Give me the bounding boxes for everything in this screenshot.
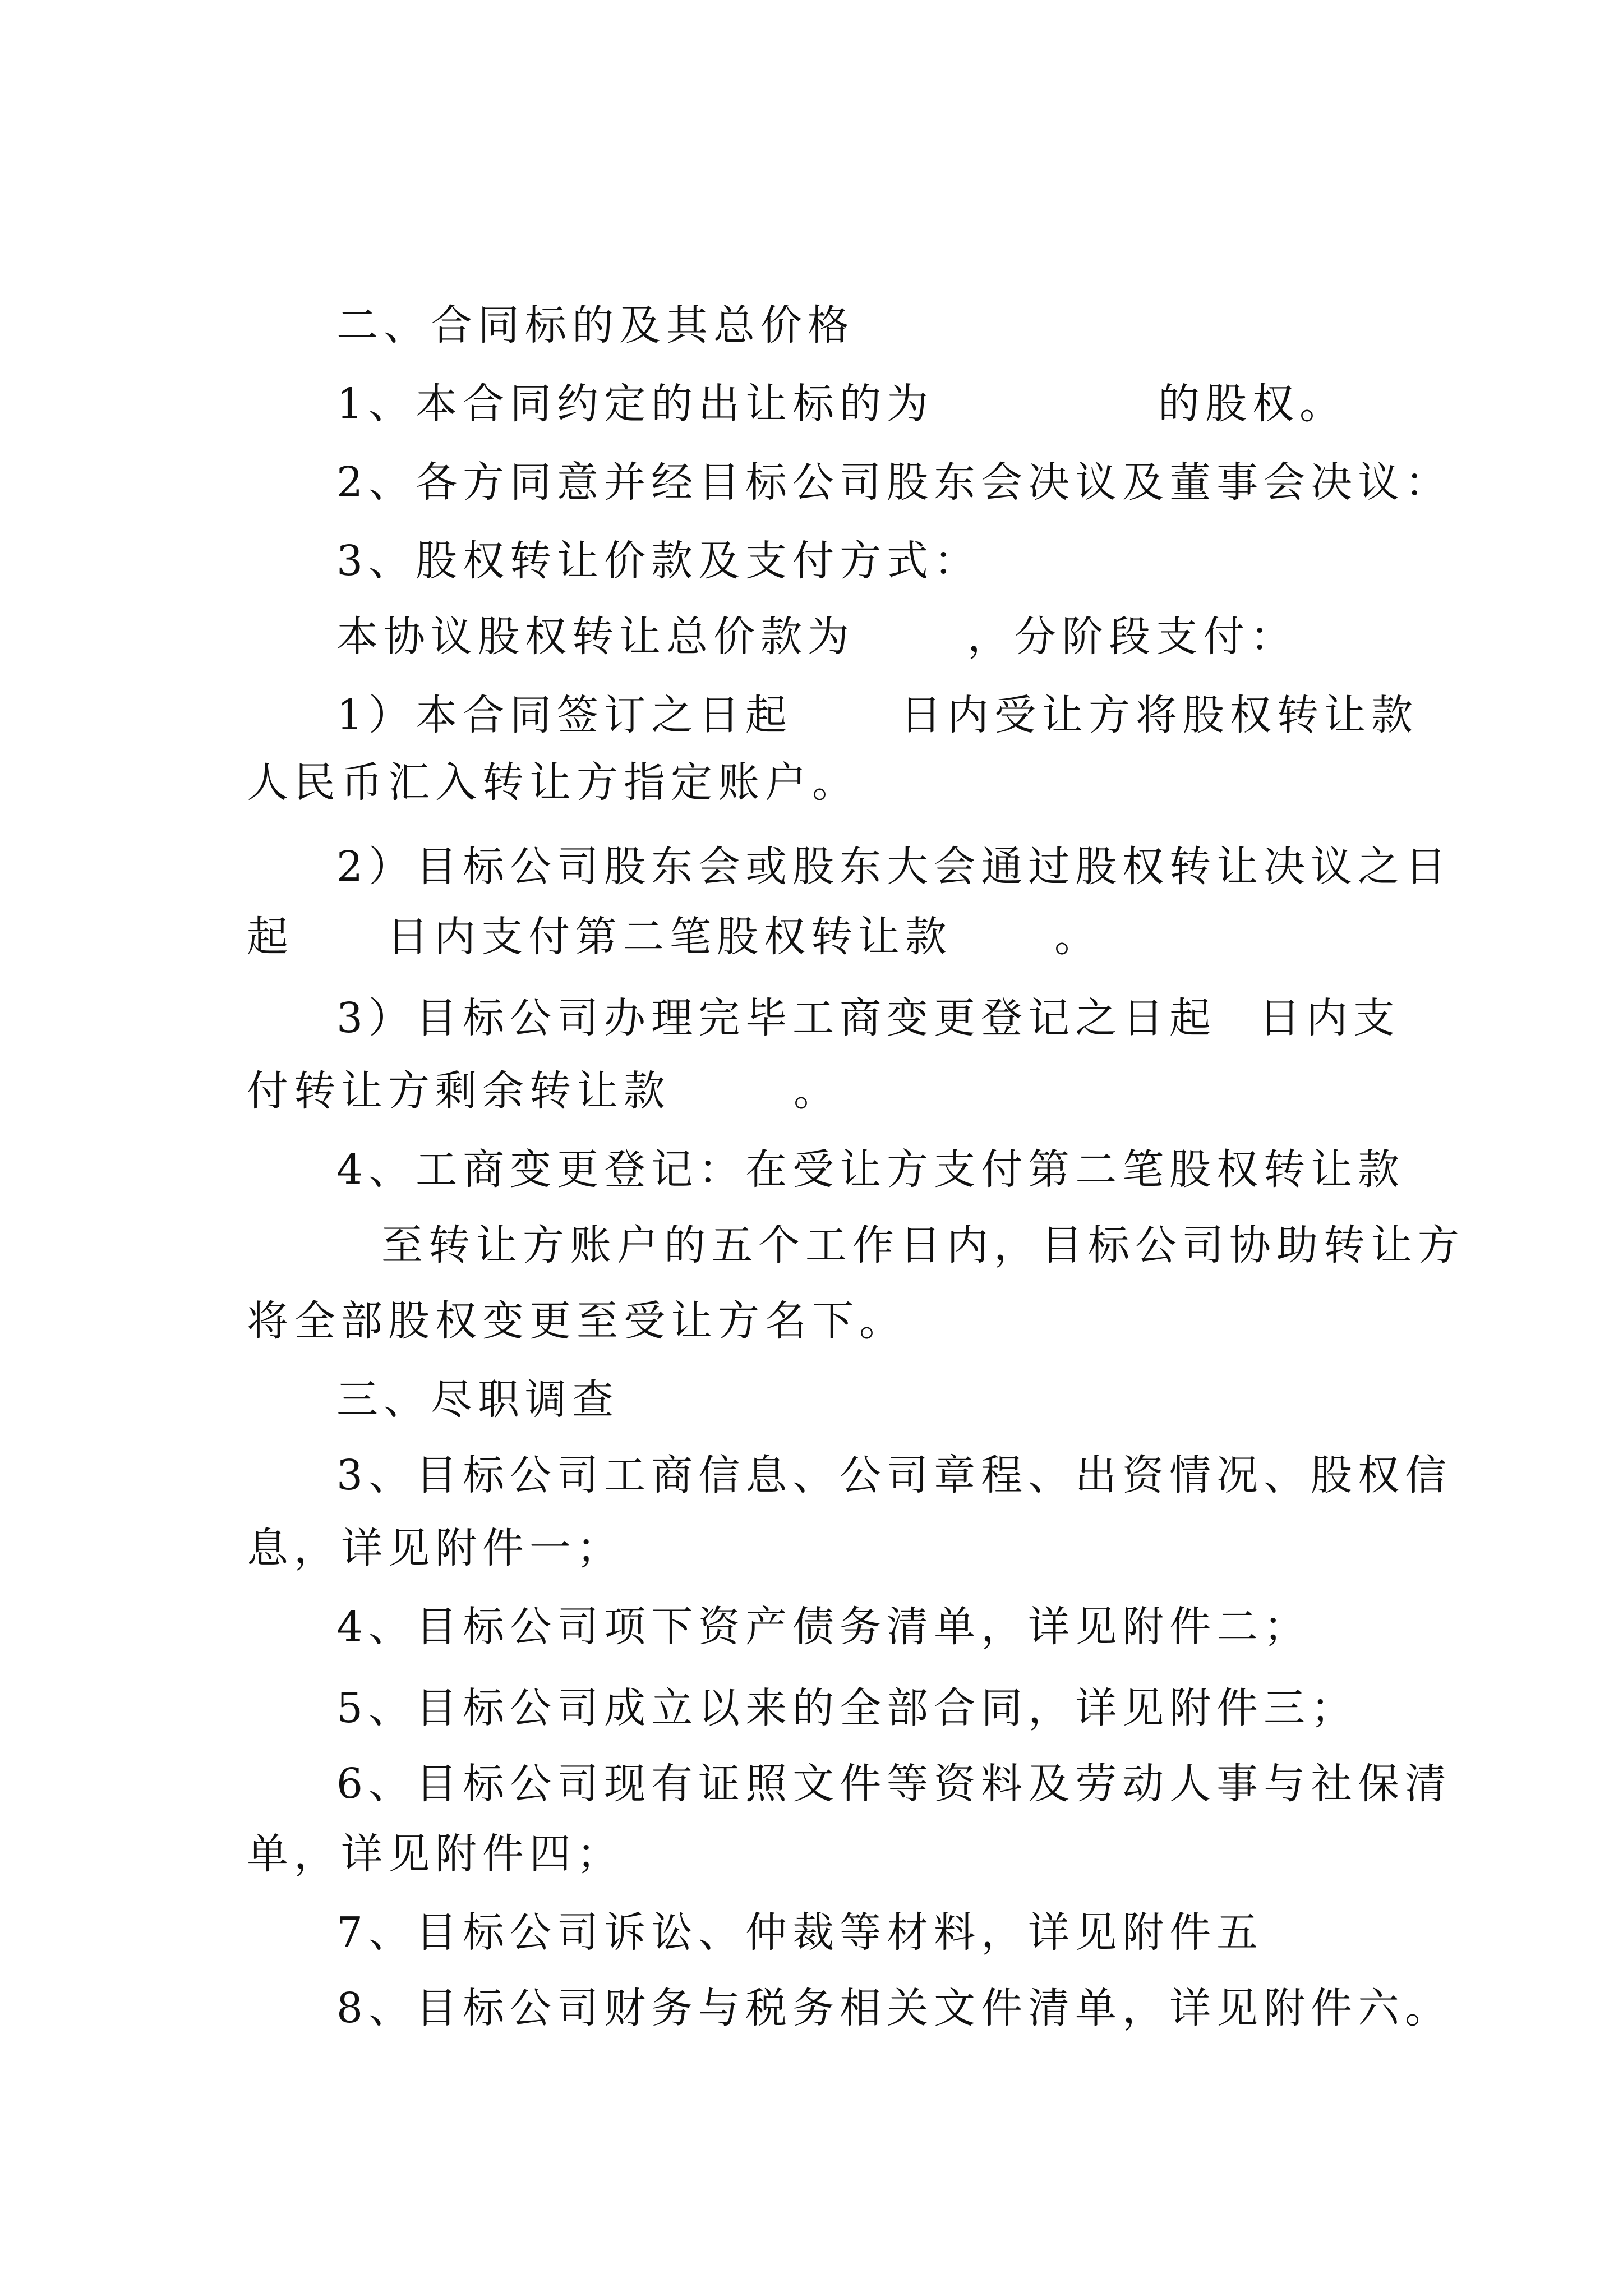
text-run: 日内受让方将股权转让款 [900,691,1418,739]
text-run: 单，详见附件四； [247,1830,624,1878]
text-run: 起 [247,913,294,961]
text-run: 8、目标公司财务与税务相关文件清单，详见附件六。 [336,1984,1453,2032]
text-run: 。 [1054,913,1101,961]
text-run: 7、目标公司诉讼、仲裁等材料，详见附件五 [336,1908,1264,1957]
text-run: 本协议股权转让总价款为 [336,613,855,661]
text-run: 4、工商变更登记：在受让方支付第二笔股权转让款 [336,1145,1405,1194]
text-run: 日内支 [1259,994,1400,1042]
text-run: 3、目标公司工商信息、公司章程、出资情况、股权信 [336,1451,1453,1499]
text-run: 3）目标公司办理完毕工商变更登记之日起 [336,994,1217,1042]
text-run: 1、本合同约定的出让标的为 [336,380,934,428]
text-run: 3、股权转让价款及支付方式： [336,537,981,585]
text-run: 6、目标公司现有证照文件等资料及劳动人事与社保清 [336,1760,1453,1808]
text-run: 2）目标公司股东会或股东大会通过股权转让决议之日 [336,843,1453,891]
text-run: 4、目标公司项下资产债务清单，详见附件二； [336,1603,1311,1651]
text-run: 的股权。 [1158,380,1347,428]
text-run: 付转让方剩余转让款 [247,1067,671,1115]
text-run: ，分阶段支付： [967,613,1297,661]
text-run: 息，详见附件一； [247,1524,624,1572]
text-run: 至转让方账户的五个工作日内，目标公司协助转让方 [381,1221,1465,1269]
text-run: 5、目标公司成立以来的全部合同，详见附件三； [336,1684,1358,1732]
text-run: 人民币汇入转让方指定账户。 [247,758,859,807]
text-run: 1）本合同签订之日起 [336,691,793,739]
text-run: 三、尽职调查 [336,1375,619,1424]
text-run: 日内支付第二笔股权转让款 [387,913,952,961]
text-run: 2、各方同意并经目标公司股东会决议及董事会决议： [336,458,1453,507]
text-run: 将全部股权变更至受让方名下。 [247,1297,906,1345]
text-run: 。 [794,1067,841,1115]
text-run: 二、合同标的及其总价格 [336,301,855,349]
